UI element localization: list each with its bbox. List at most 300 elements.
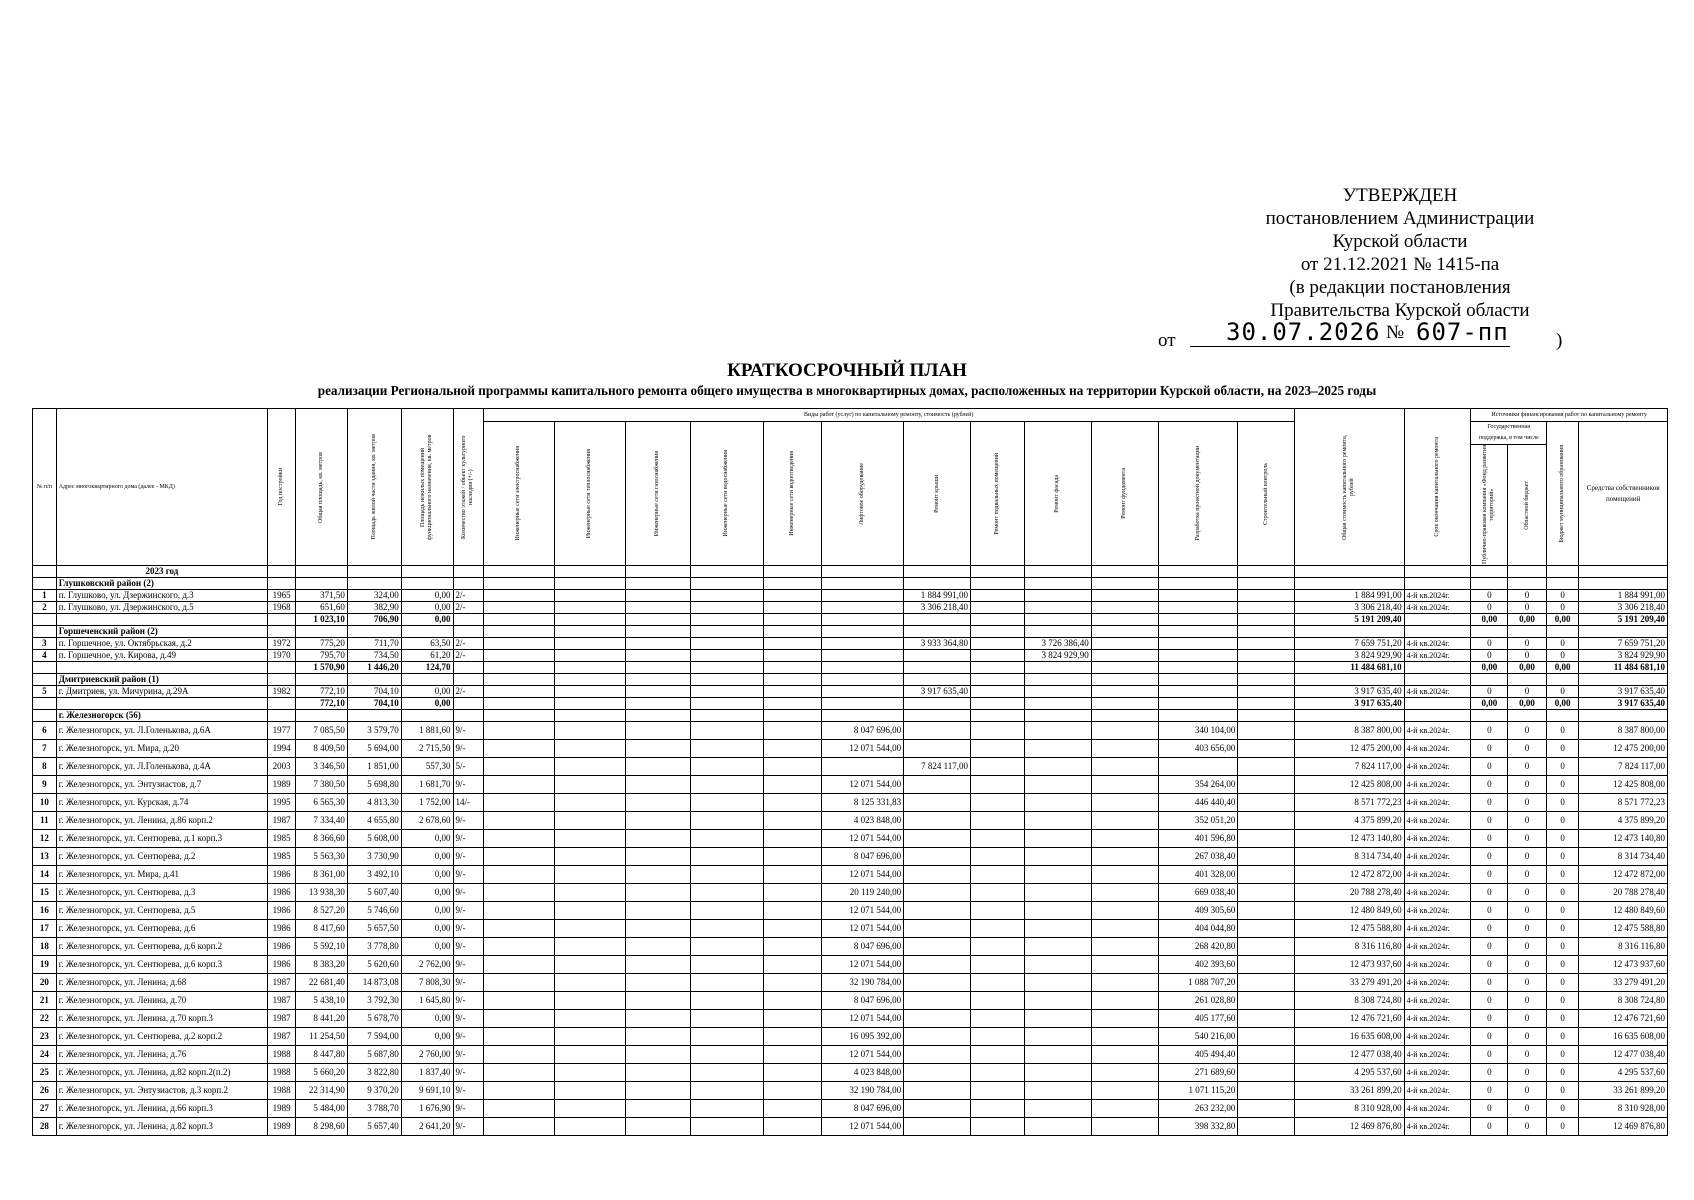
year-label: 2023 год xyxy=(56,566,267,578)
row-deadline: 4-й кв.2024г. xyxy=(1404,830,1471,848)
row-lift-cost: 16 095 392,00 xyxy=(822,1028,904,1046)
table-cell xyxy=(1091,650,1158,662)
row-total-area: 3 346,50 xyxy=(296,758,348,776)
table-cell xyxy=(971,830,1025,848)
row-municipal: 0 xyxy=(1546,1010,1578,1028)
table-cell xyxy=(483,884,554,902)
header-owners: Средства собственников помещений xyxy=(1579,422,1668,566)
row-nonres-area: 0,00 xyxy=(401,902,453,920)
row-number: 9 xyxy=(33,776,57,794)
table-cell xyxy=(690,776,763,794)
table-cell xyxy=(1238,722,1294,740)
row-address: г. Дмитриев, ул. Мичурина, д.29А xyxy=(56,686,267,698)
row-owners: 8 308 724,80 xyxy=(1579,992,1668,1010)
table-cell xyxy=(690,902,763,920)
row-number: 15 xyxy=(33,884,57,902)
district-name: Дмитриевский район (1) xyxy=(56,674,267,686)
row-total-cost: 4 375 899,20 xyxy=(1294,812,1404,830)
table-cell xyxy=(822,614,904,626)
row-regional: 0 xyxy=(1508,1082,1547,1100)
table-cell xyxy=(554,1046,625,1064)
header-work-water: Инженерные сети водоснабжения xyxy=(690,422,763,566)
row-lift-cost xyxy=(822,602,904,614)
table-cell xyxy=(453,614,483,626)
table-cell xyxy=(626,1100,691,1118)
row-total-cost: 12 475 588,80 xyxy=(1294,920,1404,938)
row-year: 1989 xyxy=(268,1100,296,1118)
row-regional: 0 xyxy=(1508,1028,1547,1046)
subtotal-regional: 0,00 xyxy=(1508,698,1547,710)
table-cell xyxy=(483,920,554,938)
row-deadline: 4-й кв.2024г. xyxy=(1404,902,1471,920)
row-roof-cost xyxy=(904,974,971,992)
row-design-cost: 446 440,40 xyxy=(1158,794,1238,812)
header-municipal: Бюджет муниципального образования xyxy=(1546,422,1578,566)
row-roof-cost: 7 824 117,00 xyxy=(904,758,971,776)
row-fund: 0 xyxy=(1471,686,1508,698)
row-floors: 2/- xyxy=(453,686,483,698)
row-roof-cost xyxy=(904,1118,971,1136)
row-regional: 0 xyxy=(1508,974,1547,992)
subtotal-row xyxy=(33,662,1668,674)
row-number: 11 xyxy=(33,812,57,830)
row-facade-cost xyxy=(1024,992,1091,1010)
table-cell xyxy=(554,638,625,650)
row-total-area: 651,60 xyxy=(296,602,348,614)
table-cell xyxy=(904,578,971,590)
table-cell xyxy=(1238,992,1294,1010)
row-nonres-area: 0,00 xyxy=(401,590,453,602)
table-cell xyxy=(690,740,763,758)
table-cell xyxy=(1238,1118,1294,1136)
row-total-cost: 4 295 537,60 xyxy=(1294,1064,1404,1082)
table-cell xyxy=(764,1100,822,1118)
table-cell xyxy=(554,722,625,740)
table-cell xyxy=(268,578,296,590)
table-cell xyxy=(554,956,625,974)
table-cell xyxy=(626,1010,691,1028)
table-cell xyxy=(1404,662,1471,674)
subtotal-regional: 0,00 xyxy=(1508,614,1547,626)
table-cell xyxy=(1404,698,1471,710)
row-owners: 4 295 537,60 xyxy=(1579,1064,1668,1082)
table-cell xyxy=(554,1010,625,1028)
table-row xyxy=(33,590,1668,602)
row-owners: 4 375 899,20 xyxy=(1579,812,1668,830)
row-number: 26 xyxy=(33,1082,57,1100)
table-row xyxy=(33,938,1668,956)
table-cell xyxy=(1404,674,1471,686)
row-nonres-area: 557,30 xyxy=(401,758,453,776)
table-cell xyxy=(626,1118,691,1136)
table-cell xyxy=(690,938,763,956)
row-number: 12 xyxy=(33,830,57,848)
table-cell xyxy=(1091,758,1158,776)
table-cell xyxy=(1471,578,1508,590)
row-floors: 2/- xyxy=(453,602,483,614)
row-living-area: 4 813,30 xyxy=(347,794,401,812)
row-total-area: 775,20 xyxy=(296,638,348,650)
row-design-cost xyxy=(1158,758,1238,776)
table-cell xyxy=(483,722,554,740)
row-municipal: 0 xyxy=(1546,920,1578,938)
table-row xyxy=(33,722,1668,740)
row-regional: 0 xyxy=(1508,1064,1547,1082)
table-cell xyxy=(1238,938,1294,956)
table-cell xyxy=(626,974,691,992)
header-deadline: Срок окончания капитального ремонта xyxy=(1404,409,1471,566)
table-cell xyxy=(764,638,822,650)
table-row xyxy=(33,920,1668,938)
table-cell xyxy=(1508,578,1547,590)
table-cell xyxy=(626,1028,691,1046)
row-design-cost xyxy=(1158,602,1238,614)
row-design-cost: 401 596,80 xyxy=(1158,830,1238,848)
row-year: 1970 xyxy=(268,650,296,662)
row-municipal: 0 xyxy=(1546,1028,1578,1046)
table-cell xyxy=(822,674,904,686)
table-cell xyxy=(690,1028,763,1046)
table-cell xyxy=(971,938,1025,956)
table-cell xyxy=(483,1100,554,1118)
row-total-cost: 33 261 899,20 xyxy=(1294,1082,1404,1100)
row-year: 1987 xyxy=(268,1028,296,1046)
table-cell xyxy=(483,1046,554,1064)
table-cell xyxy=(1508,710,1547,722)
row-facade-cost xyxy=(1024,740,1091,758)
table-header xyxy=(33,409,1668,566)
row-total-area: 22 681,40 xyxy=(296,974,348,992)
row-design-cost: 540 216,00 xyxy=(1158,1028,1238,1046)
subtotal-living-area: 704,10 xyxy=(347,698,401,710)
table-cell xyxy=(626,638,691,650)
row-regional: 0 xyxy=(1508,920,1547,938)
table-cell xyxy=(626,1082,691,1100)
table-cell xyxy=(33,662,57,674)
table-row xyxy=(33,992,1668,1010)
row-deadline: 4-й кв.2024г. xyxy=(1404,722,1471,740)
header-living-area: Площадь жилой части здания, кв. метров xyxy=(347,409,401,566)
table-cell xyxy=(626,614,691,626)
table-row xyxy=(33,776,1668,794)
table-cell xyxy=(483,650,554,662)
table-cell xyxy=(554,1028,625,1046)
row-fund: 0 xyxy=(1471,740,1508,758)
row-nonres-area: 7 808,30 xyxy=(401,974,453,992)
row-floors: 9/- xyxy=(453,920,483,938)
table-cell xyxy=(1024,578,1091,590)
table-cell xyxy=(904,614,971,626)
table-cell xyxy=(1091,974,1158,992)
row-facade-cost xyxy=(1024,902,1091,920)
row-deadline: 4-й кв.2024г. xyxy=(1404,686,1471,698)
row-total-cost: 1 884 991,00 xyxy=(1294,590,1404,602)
row-nonres-area: 0,00 xyxy=(401,686,453,698)
row-living-area: 5 678,70 xyxy=(347,1010,401,1028)
table-cell xyxy=(626,1064,691,1082)
approval-line: Правительства Курской области xyxy=(1270,300,1530,321)
subtotal-total-cost: 11 484 681,10 xyxy=(1294,662,1404,674)
row-total-cost: 12 480 849,60 xyxy=(1294,902,1404,920)
header-work-heating: Инженерные сети теплоснабжения xyxy=(554,422,625,566)
row-living-area: 5 687,80 xyxy=(347,1046,401,1064)
table-cell xyxy=(296,710,348,722)
table-cell xyxy=(33,674,57,686)
row-nonres-area: 63,50 xyxy=(401,638,453,650)
table-cell xyxy=(971,1010,1025,1028)
subtotal-total-area: 1 023,10 xyxy=(296,614,348,626)
table-cell xyxy=(626,710,691,722)
table-cell xyxy=(1238,884,1294,902)
table-cell xyxy=(822,698,904,710)
row-fund: 0 xyxy=(1471,920,1508,938)
row-fund: 0 xyxy=(1471,1028,1508,1046)
row-regional: 0 xyxy=(1508,740,1547,758)
table-cell xyxy=(453,626,483,638)
document-title: КРАТКОСРОЧНЫЙ ПЛАН xyxy=(727,360,967,381)
row-living-area: 5 607,40 xyxy=(347,884,401,902)
row-floors: 14/- xyxy=(453,794,483,812)
row-living-area: 5 657,40 xyxy=(347,1118,401,1136)
row-total-area: 5 563,30 xyxy=(296,848,348,866)
row-total-area: 8 409,50 xyxy=(296,740,348,758)
row-fund: 0 xyxy=(1471,590,1508,602)
table-cell xyxy=(453,662,483,674)
table-cell xyxy=(1024,674,1091,686)
table-cell xyxy=(296,674,348,686)
subtotal-municipal: 0,00 xyxy=(1546,662,1578,674)
row-deadline: 4-й кв.2024г. xyxy=(1404,938,1471,956)
row-address: г. Железногорск, ул. Ленина, д.70 корп.3 xyxy=(56,1010,267,1028)
row-deadline: 4-й кв.2024г. xyxy=(1404,884,1471,902)
table-cell xyxy=(1158,710,1238,722)
table-cell xyxy=(1024,614,1091,626)
table-cell xyxy=(971,812,1025,830)
row-address: п. Горшечное, ул. Октябрьская, д.2 xyxy=(56,638,267,650)
table-cell xyxy=(554,590,625,602)
row-total-area: 11 254,50 xyxy=(296,1028,348,1046)
table-cell xyxy=(764,686,822,698)
row-total-area: 7 380,50 xyxy=(296,776,348,794)
table-cell xyxy=(690,1100,763,1118)
table-cell xyxy=(483,710,554,722)
row-floors: 9/- xyxy=(453,812,483,830)
row-floors: 9/- xyxy=(453,866,483,884)
row-living-area: 4 655,80 xyxy=(347,812,401,830)
row-regional: 0 xyxy=(1508,776,1547,794)
row-lift-cost: 12 071 544,00 xyxy=(822,866,904,884)
table-cell xyxy=(1091,710,1158,722)
district-name: Глушковский район (2) xyxy=(56,578,267,590)
table-cell xyxy=(626,602,691,614)
row-deadline: 4-й кв.2024г. xyxy=(1404,956,1471,974)
row-roof-cost: 3 933 364,80 xyxy=(904,638,971,650)
row-roof-cost xyxy=(904,1028,971,1046)
row-year: 1986 xyxy=(268,884,296,902)
table-cell xyxy=(764,1064,822,1082)
row-lift-cost: 8 047 696,00 xyxy=(822,938,904,956)
table-cell xyxy=(764,602,822,614)
row-address: г. Железногорск, ул. Ленина, д.82 корп.3 xyxy=(56,1118,267,1136)
row-year: 1988 xyxy=(268,1082,296,1100)
row-roof-cost: 1 884 991,00 xyxy=(904,590,971,602)
row-owners: 1 884 991,00 xyxy=(1579,590,1668,602)
table-row xyxy=(33,884,1668,902)
table-cell xyxy=(1579,710,1668,722)
table-cell xyxy=(1294,674,1404,686)
row-lift-cost: 12 071 544,00 xyxy=(822,956,904,974)
row-lift-cost: 12 071 544,00 xyxy=(822,1046,904,1064)
row-living-area: 3 792,30 xyxy=(347,992,401,1010)
row-design-cost: 268 420,80 xyxy=(1158,938,1238,956)
row-total-area: 8 447,80 xyxy=(296,1046,348,1064)
row-roof-cost xyxy=(904,722,971,740)
table-cell xyxy=(764,866,822,884)
row-deadline: 4-й кв.2024г. xyxy=(1404,602,1471,614)
row-nonres-area: 0,00 xyxy=(401,938,453,956)
district-row xyxy=(33,626,1668,638)
row-owners: 8 387 800,00 xyxy=(1579,722,1668,740)
table-cell xyxy=(626,920,691,938)
row-total-cost: 8 308 724,80 xyxy=(1294,992,1404,1010)
row-floors: 2/- xyxy=(453,638,483,650)
table-cell xyxy=(483,614,554,626)
table-cell xyxy=(1091,698,1158,710)
table-cell xyxy=(690,1118,763,1136)
row-living-area: 9 370,20 xyxy=(347,1082,401,1100)
row-fund: 0 xyxy=(1471,602,1508,614)
row-deadline: 4-й кв.2024г. xyxy=(1404,1046,1471,1064)
table-cell xyxy=(483,938,554,956)
row-fund: 0 xyxy=(1471,866,1508,884)
table-cell xyxy=(904,698,971,710)
row-living-area: 5 657,50 xyxy=(347,920,401,938)
row-deadline: 4-й кв.2024г. xyxy=(1404,812,1471,830)
table-cell xyxy=(971,902,1025,920)
table-cell xyxy=(1294,626,1404,638)
table-row xyxy=(33,974,1668,992)
row-roof-cost xyxy=(904,1010,971,1028)
row-fund: 0 xyxy=(1471,1010,1508,1028)
row-facade-cost xyxy=(1024,1118,1091,1136)
table-cell xyxy=(690,866,763,884)
row-facade-cost xyxy=(1024,590,1091,602)
table-cell xyxy=(554,662,625,674)
row-floors: 2/- xyxy=(453,590,483,602)
approval-line: (в редакции постановления xyxy=(1289,277,1511,298)
row-living-area: 3 788,70 xyxy=(347,1100,401,1118)
row-municipal: 0 xyxy=(1546,794,1578,812)
table-cell xyxy=(1546,578,1578,590)
row-year: 1988 xyxy=(268,1046,296,1064)
row-living-area: 5 608,00 xyxy=(347,830,401,848)
row-municipal: 0 xyxy=(1546,638,1578,650)
row-total-cost: 33 279 491,20 xyxy=(1294,974,1404,992)
table-cell xyxy=(764,758,822,776)
table-cell xyxy=(1546,710,1578,722)
row-number: 7 xyxy=(33,740,57,758)
table-cell xyxy=(1091,902,1158,920)
row-design-cost: 405 177,60 xyxy=(1158,1010,1238,1028)
table-cell xyxy=(822,626,904,638)
row-living-area: 5 694,00 xyxy=(347,740,401,758)
table-cell xyxy=(483,974,554,992)
table-cell xyxy=(1091,722,1158,740)
row-fund: 0 xyxy=(1471,758,1508,776)
row-owners: 12 475 200,00 xyxy=(1579,740,1668,758)
table-cell xyxy=(971,866,1025,884)
row-lift-cost xyxy=(822,590,904,602)
table-cell xyxy=(483,794,554,812)
row-living-area: 3 492,10 xyxy=(347,866,401,884)
row-facade-cost xyxy=(1024,1046,1091,1064)
row-floors: 9/- xyxy=(453,1046,483,1064)
table-cell xyxy=(1294,578,1404,590)
row-number: 25 xyxy=(33,1064,57,1082)
table-cell xyxy=(1091,776,1158,794)
table-cell xyxy=(33,614,57,626)
table-cell xyxy=(554,848,625,866)
row-total-cost: 12 477 038,40 xyxy=(1294,1046,1404,1064)
table-cell xyxy=(626,674,691,686)
row-year: 1977 xyxy=(268,722,296,740)
row-regional: 0 xyxy=(1508,902,1547,920)
table-cell xyxy=(296,626,348,638)
subtotal-fund: 0,00 xyxy=(1471,662,1508,674)
subtotal-total-area: 772,10 xyxy=(296,698,348,710)
table-cell xyxy=(904,626,971,638)
table-cell xyxy=(268,614,296,626)
table-row xyxy=(33,794,1668,812)
table-cell xyxy=(483,1010,554,1028)
table-cell xyxy=(904,674,971,686)
row-year: 1987 xyxy=(268,992,296,1010)
row-lift-cost: 8 125 331,83 xyxy=(822,794,904,812)
table-cell xyxy=(971,920,1025,938)
table-cell xyxy=(483,740,554,758)
table-cell xyxy=(764,722,822,740)
row-total-area: 7 334,40 xyxy=(296,812,348,830)
table-cell xyxy=(1404,578,1471,590)
table-cell xyxy=(764,662,822,674)
row-roof-cost xyxy=(904,830,971,848)
subtotal-living-area: 706,90 xyxy=(347,614,401,626)
table-cell xyxy=(483,830,554,848)
row-address: г. Железногорск, ул. Сентюрева, д.3 xyxy=(56,884,267,902)
header-no: № п/п xyxy=(33,409,57,566)
amendment-number: 607-пп xyxy=(1416,318,1509,346)
row-owners: 12 469 876,80 xyxy=(1579,1118,1668,1136)
row-regional: 0 xyxy=(1508,794,1547,812)
table-cell xyxy=(401,710,453,722)
amendment-date: 30.07.2026 xyxy=(1226,318,1381,346)
table-cell xyxy=(690,974,763,992)
subtotal-nonres-area: 0,00 xyxy=(401,698,453,710)
row-year: 1986 xyxy=(268,920,296,938)
row-total-area: 6 565,30 xyxy=(296,794,348,812)
table-cell xyxy=(690,848,763,866)
table-cell xyxy=(690,920,763,938)
row-deadline: 4-й кв.2024г. xyxy=(1404,920,1471,938)
row-total-cost: 12 476 721,60 xyxy=(1294,1010,1404,1028)
row-number: 24 xyxy=(33,1046,57,1064)
row-total-cost: 8 316 116,80 xyxy=(1294,938,1404,956)
row-regional: 0 xyxy=(1508,1046,1547,1064)
row-address: г. Железногорск, ул. Сентюрева, д.2 корп.2 xyxy=(56,1028,267,1046)
table-cell xyxy=(1091,626,1158,638)
row-living-area: 3 579,70 xyxy=(347,722,401,740)
table-cell xyxy=(1238,614,1294,626)
